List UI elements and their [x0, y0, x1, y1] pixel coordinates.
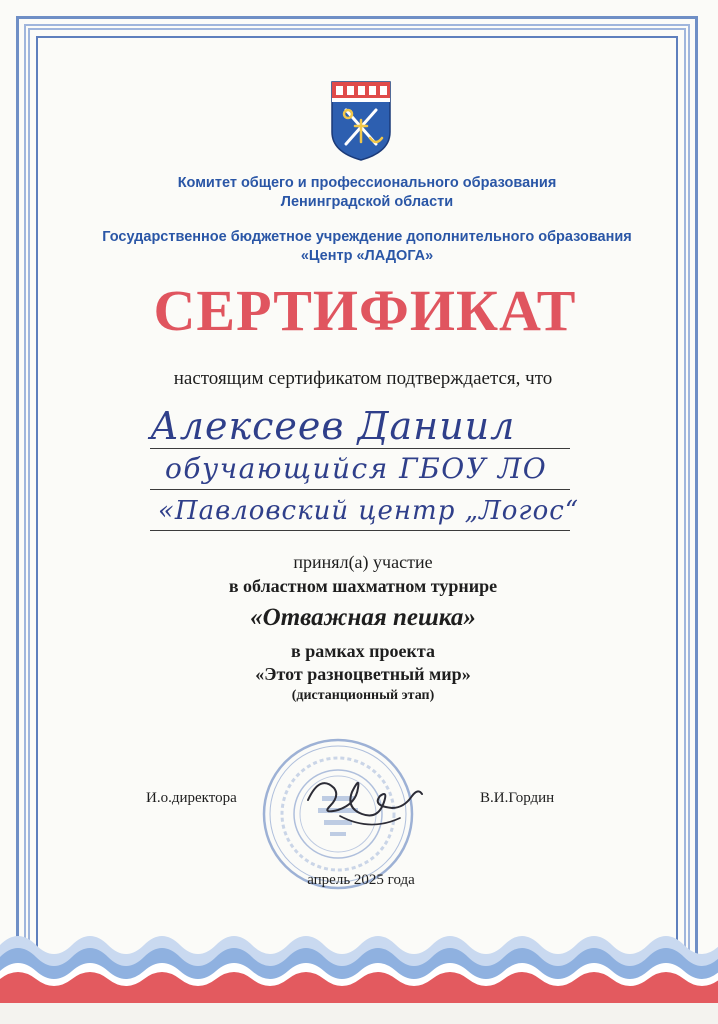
issue-date: апрель 2025 года	[307, 872, 415, 888]
project-name: «Этот разноцветный мир»	[255, 664, 471, 684]
recipient-center: «Павловский центр „Логос“	[158, 496, 580, 526]
decorative-waves	[0, 905, 718, 1024]
underline-1	[150, 448, 570, 449]
stage-text: (дистанционный этап)	[291, 688, 435, 703]
event-label: в областном шахматном турнире	[228, 576, 498, 596]
coat-of-arms-icon	[330, 80, 392, 162]
committee-name	[8, 174, 718, 212]
recipient-name: Алексеев Даниил	[150, 404, 516, 448]
institution-line-1: Государственное бюджетное учреждение дополнительного образования	[102, 229, 632, 245]
event-name: «Отважная пешка»	[250, 604, 476, 631]
recipient-school: обучающийся ГБОУ ЛО	[165, 452, 548, 485]
committee-line-2: Ленинградской области	[280, 194, 454, 210]
project-label: в рамках проекта	[291, 641, 435, 661]
director-title: И.о.директора	[146, 790, 237, 806]
institution-line-2: «Центр «ЛАДОГА»	[300, 248, 434, 264]
participation-text: принял(а) участие	[293, 552, 433, 572]
underline-3	[150, 530, 570, 531]
signature-icon	[300, 766, 430, 836]
committee-line-1: Комитет общего и профессионального образования	[177, 175, 557, 191]
director-name: В.И.Гордин	[480, 790, 555, 806]
underline-2	[150, 489, 570, 490]
confirmation-text: настоящим сертификатом подтверждается, что	[173, 368, 553, 389]
institution-name	[8, 228, 718, 266]
certificate-title: СЕРТИФИКАТ	[153, 278, 577, 343]
